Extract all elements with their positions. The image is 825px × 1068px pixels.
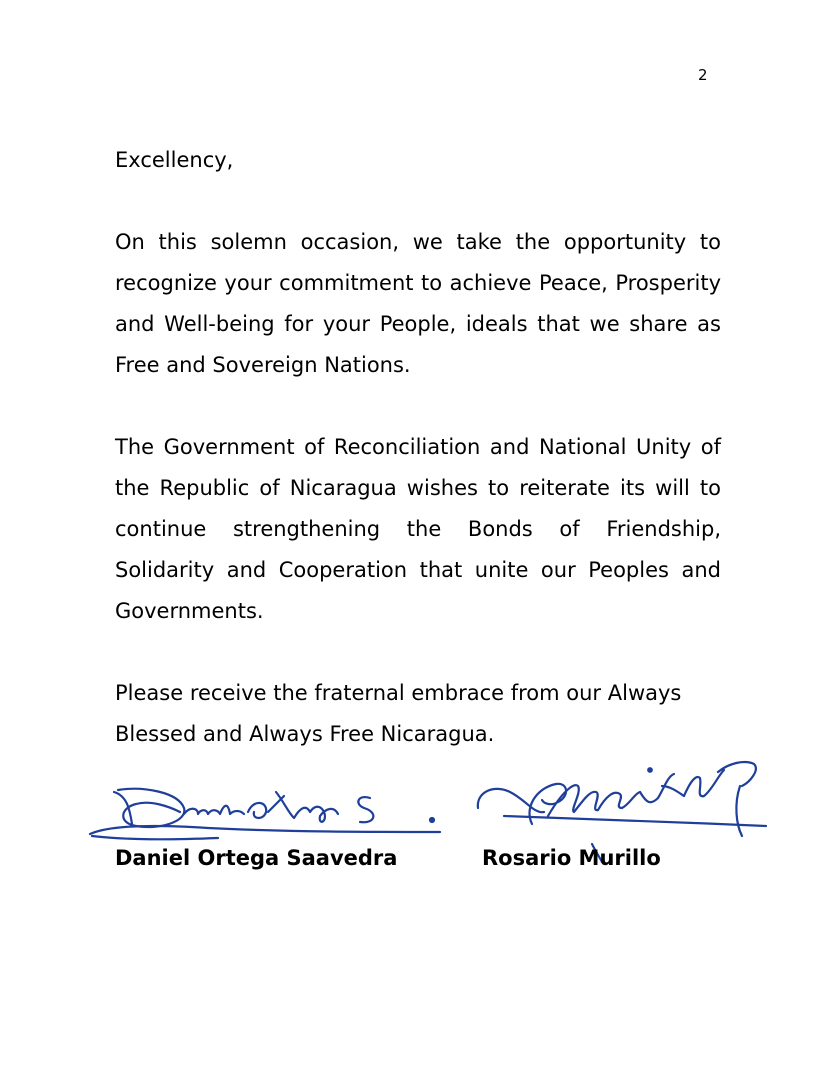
letter-body	[115, 140, 721, 755]
salutation: Excellency,	[115, 148, 234, 172]
page-number: 2	[698, 66, 708, 84]
signature-daniel-ortega	[88, 768, 448, 848]
signer-name-daniel-ortega: Daniel Ortega Saavedra	[115, 846, 398, 870]
paragraph-opportunity: On this solemn occasion, we take the opportunity to recognize your commitment to achieve Peace, Prosperity and Well-being for your People, ideals that we share as Free and Sovereign Nations.	[115, 230, 721, 377]
paragraph-government: The Government of Reconciliation and National Unity of the Republic of Nicaragua wishes to reiterate its will to continue strengthening the Bonds of Friendship, Solidarity and Cooperation that unite our Peoples and Governments.	[115, 435, 721, 623]
paragraph-embrace: Please receive the fraternal embrace from our Always Blessed and Always Free Nicaragua.	[115, 681, 682, 746]
signer-name-rosario-murillo: Rosario Murillo	[482, 846, 661, 870]
